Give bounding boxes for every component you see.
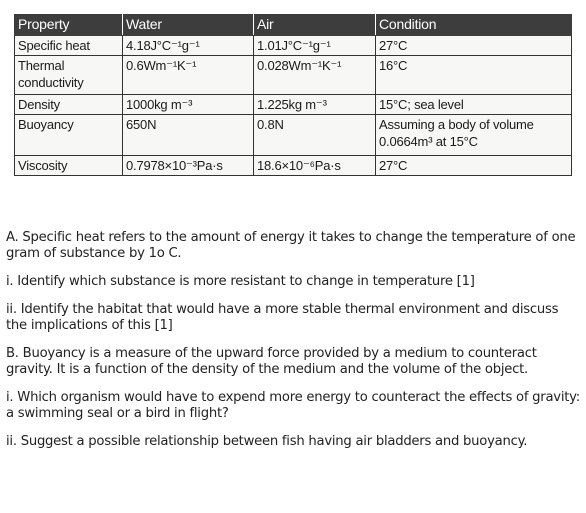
question-a-i: i. Identify which substance is more resistant to change in temperature [1] (6, 274, 475, 289)
cell-property: Specific heat (15, 36, 123, 56)
cell-water: 1000kg m⁻³ (123, 95, 254, 115)
question-section (6, 230, 581, 462)
properties-table (14, 14, 572, 176)
header-water: Water (123, 15, 254, 36)
header-condition: Condition (376, 15, 572, 36)
cell-condition: 27°C (376, 36, 572, 56)
cell-air: 18.6×10⁻⁶Pa·s (254, 156, 376, 176)
table-row-specific-heat (15, 36, 572, 56)
table-header-row (15, 15, 572, 36)
cell-air: 0.8N (254, 115, 376, 156)
cell-condition: Assuming a body of volume 0.0664m³ at 15°C (376, 115, 572, 156)
cell-air: 1.01J°C⁻¹g⁻¹ (254, 36, 376, 56)
question-a-intro: A. Specific heat refers to the amount of energy it takes to change the temperature of one gram of substance by 1o C. (6, 230, 576, 261)
cell-water: 0.6Wm⁻¹K⁻¹ (123, 56, 254, 95)
cell-condition: 16°C (376, 56, 572, 95)
header-property: Property (15, 15, 123, 36)
cell-condition: 27°C (376, 156, 572, 176)
cell-water: 4.18J°C⁻¹g⁻¹ (123, 36, 254, 56)
cell-property: Buoyancy (15, 115, 123, 156)
table-row-viscosity (15, 156, 572, 176)
properties-table-container (14, 14, 571, 176)
cell-air: 1.225kg m⁻³ (254, 95, 376, 115)
header-air: Air (254, 15, 376, 36)
cell-property: Thermal conductivity (15, 56, 123, 95)
cell-condition: 15°C; sea level (376, 95, 572, 115)
cell-property: Density (15, 95, 123, 115)
question-b-intro: B. Buoyancy is a measure of the upward force provided by a medium to counteract gravity. It is a function of the density of the medium and the volume of the object. (6, 346, 537, 377)
cell-water: 0.7978×10⁻³Pa·s (123, 156, 254, 176)
cell-property: Viscosity (15, 156, 123, 176)
cell-water: 650N (123, 115, 254, 156)
question-b-ii: ii. Suggest a possible relationship between fish having air bladders and buoyancy. (6, 434, 528, 449)
cell-air: 0.028Wm⁻¹K⁻¹ (254, 56, 376, 95)
table-row-density (15, 95, 572, 115)
question-b-i: i. Which organism would have to expend more energy to counteract the effects of gravity: a swimming seal or a bird in flight? (6, 390, 580, 421)
table-row-buoyancy (15, 115, 572, 156)
table-row-thermal-conductivity (15, 56, 572, 95)
question-a-ii: ii. Identify the habitat that would have a more stable thermal environment and discuss the implications of this [1] (6, 302, 559, 333)
